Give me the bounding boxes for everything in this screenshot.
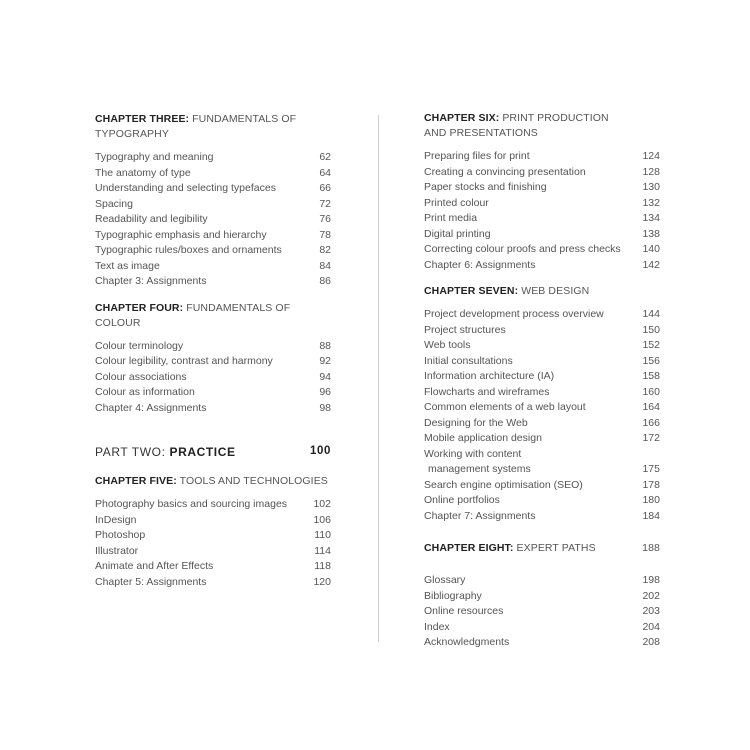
toc-entry-title: Colour as information [95,386,195,398]
toc-entry-page: 144 [642,308,660,320]
toc-entry-title: Chapter 6: Assignments [424,258,536,271]
toc-entry-page: 180 [642,494,660,506]
toc-entry-page: 78 [319,228,331,241]
toc-entry-page: 198 [642,574,660,586]
toc-entry-title: Typographic rules/boxes and ornaments [95,244,282,256]
chapter-three-entries [95,150,331,290]
chapter-six-title-line1: PRINT PRODUCTION [499,112,609,124]
toc-entry [95,150,331,166]
toc-entry-title: Creating a convincing presentation [424,165,586,178]
toc-entry [424,258,660,274]
chapter-three-title-line1: FUNDAMENTALS OF [189,113,297,125]
chapter-five-label: CHAPTER FIVE: [95,475,177,487]
chapter-four-heading [95,301,331,331]
toc-entry-page: 160 [642,385,660,398]
toc-entry [424,196,660,212]
toc-entry-page: 94 [319,370,331,383]
toc-entry-title: The anatomy of type [95,166,191,179]
chapter-six-title-line2: AND PRESENTATIONS [424,127,538,139]
toc-entry-page: 178 [642,478,660,491]
toc-entry [424,369,660,385]
part-two-heading [95,445,331,459]
toc-entry [95,181,331,197]
toc-entry [95,385,331,401]
toc-entry-page: 204 [642,620,660,633]
toc-entry-title: Print media [424,212,478,224]
toc-entry [424,400,660,416]
chapter-four-label: CHAPTER FOUR: [95,301,184,314]
toc-entry [424,493,660,509]
toc-entry [424,211,660,227]
toc-entry-title: Readability and legibility [95,213,208,225]
part-two-page: 100 [310,445,331,457]
toc-entry-page: 152 [642,339,660,351]
toc-entry-title: Common elements of a web layout [424,401,586,413]
chapter-seven-heading [424,284,660,299]
toc-entry-title: Colour terminology [95,339,184,352]
toc-entry [424,478,660,494]
part-two-title: PRACTICE [169,445,236,459]
toc-entry-page: 72 [319,197,331,210]
chapter-three-heading [95,112,331,142]
chapter-five-heading [95,474,331,489]
toc-entry-title: Information architecture (IA) [424,370,555,382]
toc-entry [95,497,331,513]
left-column [95,112,331,590]
toc-entry [95,166,331,182]
toc-entry [424,447,660,463]
toc-entry-page: 66 [319,182,331,194]
toc-entry-title: InDesign [95,513,137,526]
toc-entry-title: Chapter 3: Assignments [95,275,207,287]
toc-entry-title: Initial consultations [424,354,513,367]
toc-entry-page: 140 [642,243,660,255]
toc-entry-title: Chapter 5: Assignments [95,575,207,588]
toc-entry-title: Designing for the Web [424,416,528,429]
toc-entry-title: Flowcharts and wireframes [424,385,550,398]
toc-entry-title: Bibliography [424,589,482,602]
toc-entry [424,509,660,525]
toc-entry-page: 88 [319,339,331,352]
toc-entry [424,149,660,165]
chapter-seven-title: WEB DESIGN [518,285,590,297]
toc-entry [95,259,331,275]
toc-entry [95,354,331,370]
toc-entry [95,243,331,259]
toc-entry-page: 208 [642,636,660,648]
toc-entry [95,513,331,529]
toc-entry [95,274,331,290]
toc-entry [424,354,660,370]
chapter-seven-label: CHAPTER SEVEN: [424,285,519,297]
toc-entry [424,338,660,354]
chapter-three-label: CHAPTER THREE: [95,113,190,125]
toc-entry [95,212,331,228]
toc-entry-page: 102 [313,498,331,510]
toc-entry-title: Chapter 7: Assignments [424,509,536,522]
toc-entry-page: 202 [642,589,660,602]
toc-entry-title: Photoshop [95,529,146,541]
toc-entry-title: Web tools [424,339,471,351]
toc-entry [424,323,660,339]
chapter-eight-title: EXPERT PATHS [513,542,596,554]
toc-entry-title: Typography and meaning [95,151,214,163]
toc-entry-title: management systems [428,463,531,475]
right-column [424,111,660,651]
toc-entry-title: Acknowledgments [424,636,510,648]
toc-entry [424,589,660,605]
chapter-six-entries [424,149,660,273]
toc-entry-title: Glossary [424,574,466,586]
toc-entry-page: 106 [313,513,331,526]
toc-entry-page: 132 [642,196,660,209]
toc-entry-title: Typographic emphasis and hierarchy [95,228,267,241]
chapter-five-entries [95,497,331,590]
column-divider [378,115,379,642]
toc-entry [424,165,660,181]
toc-entry [95,544,331,560]
toc-entry-title: Paper stocks and finishing [424,181,547,193]
toc-entry-page: 86 [319,275,331,287]
chapter-six-label: CHAPTER SIX: [424,112,500,124]
toc-entry-page: 64 [319,166,331,179]
toc-entry-page: 172 [642,432,660,444]
toc-entry-page: 130 [642,181,660,193]
toc-entry-title: Online portfolios [424,494,500,506]
part-two-label: PART TWO: [95,445,170,459]
toc-entry [95,228,331,244]
toc-entry-title: Text as image [95,259,160,272]
chapter-three-title-line2: TYPOGRAPHY [95,128,169,140]
toc-entry [424,416,660,432]
toc-entry-title: Correcting colour proofs and press checks [424,243,621,255]
toc-entry-page: 110 [314,529,331,541]
toc-entry-page: 142 [642,258,660,271]
toc-entry-page: 124 [642,150,660,162]
toc-entry-page: 203 [642,605,660,617]
toc-entry-title: Working with content [424,447,522,460]
toc-entry-title: Spacing [95,197,133,210]
back-matter-entries [424,573,660,651]
toc-entry-title: Project structures [424,323,506,336]
toc-entry [424,227,660,243]
toc-entry-page: 96 [319,386,331,398]
chapter-eight-label: CHAPTER EIGHT: [424,542,514,554]
chapter-eight-heading [424,541,660,556]
toc-entry-page: 120 [313,575,331,588]
toc-entry-page: 62 [319,151,331,163]
toc-entry-title: Search engine optimisation (SEO) [424,478,583,491]
chapter-eight-page: 188 [642,542,660,554]
toc-entry-title: Preparing files for print [424,150,530,162]
toc-entry [95,197,331,213]
toc-entry-page: 184 [642,509,660,522]
chapter-four-title: FUNDAMENTALS OF COLOUR [95,301,291,329]
toc-entry-title: Animate and After Effects [95,560,214,572]
toc-entry-title: Mobile application design [424,432,542,444]
toc-entry [424,307,660,323]
toc-entry [95,528,331,544]
toc-entry-title: Understanding and selecting typefaces [95,182,276,194]
toc-entry-page: 134 [642,212,660,224]
toc-entry-page: 138 [642,227,660,240]
toc-entry-page: 128 [642,165,660,178]
toc-entry [95,370,331,386]
toc-entry [95,339,331,355]
toc-entry-page: 150 [642,323,660,336]
toc-entry-title: Colour associations [95,370,187,383]
toc-entry [424,242,660,258]
toc-entry [424,385,660,401]
toc-entry-title: Chapter 4: Assignments [95,401,207,414]
toc-entry [424,573,660,589]
toc-entry-title: Photography basics and sourcing images [95,498,288,510]
toc-entry [424,604,660,620]
toc-entry-page: 98 [319,401,331,414]
toc-entry [424,180,660,196]
toc-entry-page: 118 [314,560,331,572]
toc-entry-title: Index [424,620,450,633]
toc-entry-page: 164 [642,401,660,413]
toc-entry-page: 158 [642,370,660,382]
toc-entry-page: 92 [319,355,331,367]
toc-entry [424,620,660,636]
chapter-seven-entries [424,307,660,524]
toc-entry-page: 76 [319,213,331,225]
toc-entry [424,431,660,447]
toc-entry [95,575,331,591]
toc-entry [95,401,331,417]
toc-entry-title: Project development process overview [424,308,604,320]
chapter-six-heading [424,111,660,141]
toc-entry-page: 156 [642,354,660,367]
toc-entry-title: Illustrator [95,544,139,557]
toc-entry [424,462,660,478]
toc-entry [424,635,660,651]
toc-entry-title: Colour legibility, contrast and harmony [95,355,273,367]
toc-entry-title: Printed colour [424,196,489,209]
toc-entry-title: Digital printing [424,227,491,240]
toc-entry-page: 82 [319,244,331,256]
chapter-four-entries [95,339,331,417]
toc-entry-page: 175 [642,463,660,475]
chapter-five-title: TOOLS AND TECHNOLOGIES [176,475,328,487]
toc-entry-page: 84 [319,259,331,272]
toc-entry-page: 114 [314,544,331,557]
toc-entry-title: Online resources [424,605,504,617]
toc-entry [95,559,331,575]
toc-entry-page: 166 [642,416,660,429]
